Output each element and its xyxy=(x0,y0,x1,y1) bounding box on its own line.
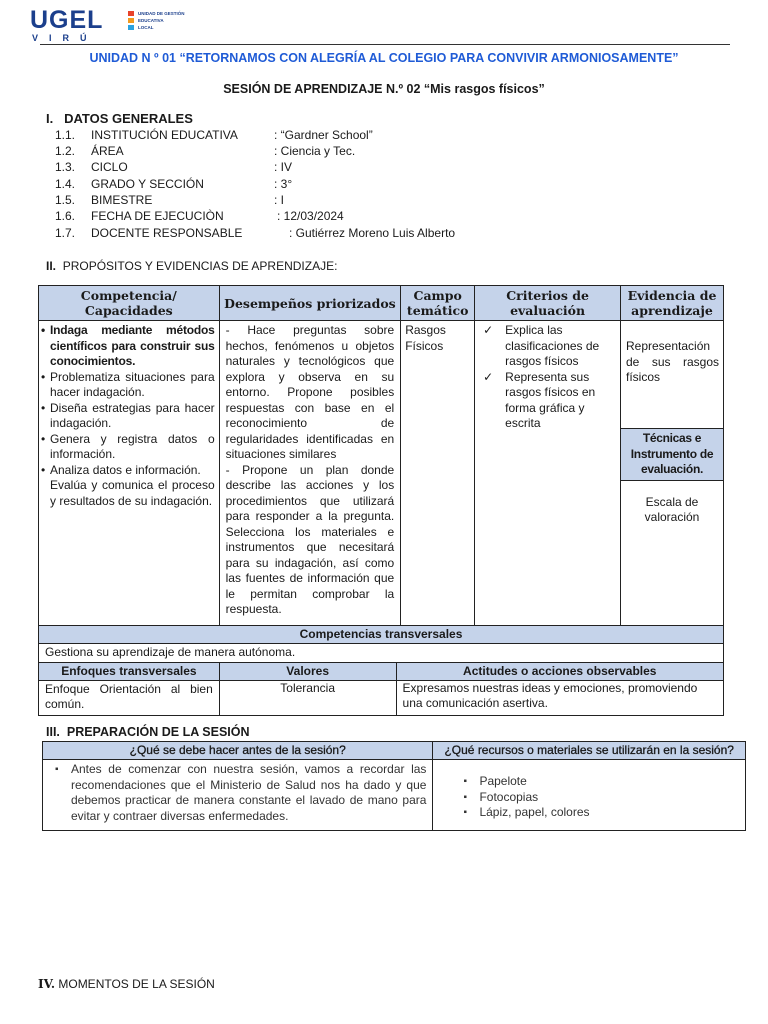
competencias-list xyxy=(41,323,215,509)
row-label: DOCENTE RESPONSABLE xyxy=(91,226,243,240)
actitud-text: Expresamos nuestras ideas y emociones, promoviendo una comunicación asertiva. xyxy=(396,680,723,715)
logo-color-bars xyxy=(128,11,134,32)
antes-header: ¿Qué se debe hacer antes de la sesión? xyxy=(43,742,433,760)
antes-text: Antes de comenzar con nuestra sesión, vamos a recordar las recomendaciones que el Ministerio de Salud nos ha dado y que debemos practicar de manera constante el lavado de mano para evitar y contraer diversas enfermedades. xyxy=(71,762,427,823)
row-label: GRADO Y SECCIÓN xyxy=(91,177,204,191)
header-campo: Campo temático xyxy=(401,286,475,321)
campo-cell: Rasgos Físicos xyxy=(401,321,475,628)
logo-text: UNIDAD DE GESTIÓN EDUCATIVA LOCAL xyxy=(138,11,185,30)
section-1-heading: I. DATOS GENERALES xyxy=(46,111,193,126)
row-value: : 3° xyxy=(274,177,293,191)
row-number: 1.3. xyxy=(55,160,76,174)
valor-text: Tolerancia xyxy=(219,680,396,715)
checkmark-icon: ✓ xyxy=(483,323,494,337)
row-label: CICLO xyxy=(91,160,128,174)
row-label: ÁREA xyxy=(91,144,124,158)
row-value: : Ciencia y Tec. xyxy=(274,144,356,158)
row-label: BIMESTRE xyxy=(91,193,153,207)
recurso-item: ▪ Papelote xyxy=(479,774,741,790)
recursos-cell xyxy=(433,760,746,831)
row-value: : “Gardner School” xyxy=(274,128,373,142)
preparation-table xyxy=(42,741,746,831)
unit-title: UNIDAD N º 01 “RETORNAMOS CON ALEGRÍA AL COLEGIO PARA CONVIVIR ARMONIOSAMENTE” xyxy=(89,51,679,65)
recursos-header: ¿Qué recursos o materiales se utilizarán en la sesión? xyxy=(433,742,746,760)
antes-cell xyxy=(43,760,433,831)
desempenos-cell: - Hace preguntas sobre hechos, fenómenos u objetos naturales y tecnológicos que explora y observa en su entorno. Propone posibles respuestas con base en el reconocimiento de regularidades identificadas en situaciones similares - Propone un plan donde describe las acciones y los procedimientos que utilizará para responder a la pregunta. Selecciona los materiales e instrumentos que necesitará para su indagación, así como las fuentes de información que le permitan comprobar la respuesta. xyxy=(219,321,401,628)
recurso-item: ▪ Fotocopias xyxy=(479,790,741,806)
criterio-item xyxy=(479,323,616,370)
session-title: SESIÓN DE APRENDIZAJE N.º 02 “Mis rasgos físicos” xyxy=(223,82,545,96)
recursos-list xyxy=(437,774,741,821)
competencia-item: • Genera y registra datos o información. xyxy=(41,432,215,463)
competencia-item: • Problematiza situaciones para hacer indagación. xyxy=(41,370,215,401)
competencias-cell xyxy=(39,321,220,628)
section-2-heading: II. PROPÓSITOS Y EVIDENCIAS DE APRENDIZAJE: xyxy=(46,259,338,273)
checkmark-icon: ✓ xyxy=(483,369,494,384)
row-value: : 12/03/2024 xyxy=(277,209,344,223)
row-number: 1.7. xyxy=(55,226,76,240)
row-value: : I xyxy=(274,193,285,207)
row-number: 1.6. xyxy=(55,209,76,223)
header-criterios: Criterios de evaluación xyxy=(475,286,621,321)
evidencia-text: Representación de sus rasgos físicos xyxy=(626,339,719,384)
recurso-item: ▪ Lápiz, papel, colores xyxy=(479,805,741,821)
transversal-table xyxy=(38,625,724,716)
competencia-item: • Analiza datos e información. xyxy=(41,463,215,479)
logo-place: VIRÚ xyxy=(32,33,98,43)
ugel-logo xyxy=(30,6,200,44)
enfoque-text: Enfoque Orientación al bien común. xyxy=(39,680,220,715)
row-label: INSTITUCIÓN EDUCATIVA xyxy=(91,128,238,142)
section-4-heading: IV. MOMENTOS DE LA SESIÓN xyxy=(38,977,215,991)
logo-brand: UGEL xyxy=(30,6,104,34)
row-value: : Gutiérrez Moreno Luis Alberto xyxy=(289,226,456,240)
section-3-heading: III. PREPARACIÓN DE LA SESIÓN xyxy=(46,725,250,739)
tecnicas-text: Escala de valoración xyxy=(644,494,700,524)
transversales-header: Competencias transversales xyxy=(39,626,724,644)
evidencia-cell xyxy=(621,321,724,628)
row-number: 1.4. xyxy=(55,177,76,191)
valores-header: Valores xyxy=(219,662,396,680)
tecnicas-header: Técnicas e Instrumento de evaluación. xyxy=(621,428,723,481)
row-number: 1.1. xyxy=(55,128,76,142)
header-desempenos: Desempeños priorizados xyxy=(219,286,401,321)
enfoques-header: Enfoques transversales xyxy=(39,662,220,680)
competencia-item: Evalúa y comunica el proceso y resultados de su indagación. xyxy=(50,478,215,508)
criterios-cell xyxy=(475,321,621,628)
purposes-table xyxy=(38,285,724,628)
antes-item: ▪ Antes de comenzar con nuestra sesión, vamos a recordar las recomendaciones que el Ministerio de Salud nos ha dado y que debemos practicar de manera constante el lavado de mano para evitar y contraer diversas enfermedades. xyxy=(55,762,427,823)
header-evidencia: Evidencia de aprendizaje xyxy=(621,286,724,321)
criterio-text: Explica las clasificaciones de rasgos físicos xyxy=(505,323,600,368)
row-value: : IV xyxy=(274,160,293,174)
row-number: 1.2. xyxy=(55,144,76,158)
actitudes-header: Actitudes o acciones observables xyxy=(396,662,723,680)
header-divider xyxy=(40,44,730,45)
header-competencia: Competencia/ Capacidades xyxy=(39,286,220,321)
competencia-item: • Indaga mediante métodos científicos para construir sus conocimientos. xyxy=(41,323,215,370)
criterios-list xyxy=(479,323,616,432)
row-number: 1.5. xyxy=(55,193,76,207)
criterio-text: Representa sus rasgos físicos en forma gráfica y escrita xyxy=(505,369,596,430)
row-label: FECHA DE EJECUCIÒN xyxy=(91,209,224,223)
criterio-item xyxy=(479,370,616,432)
transversales-text: Gestiona su aprendizaje de manera autónoma. xyxy=(39,644,724,663)
competencia-item: • Diseña estrategias para hacer indagación. xyxy=(41,401,215,432)
